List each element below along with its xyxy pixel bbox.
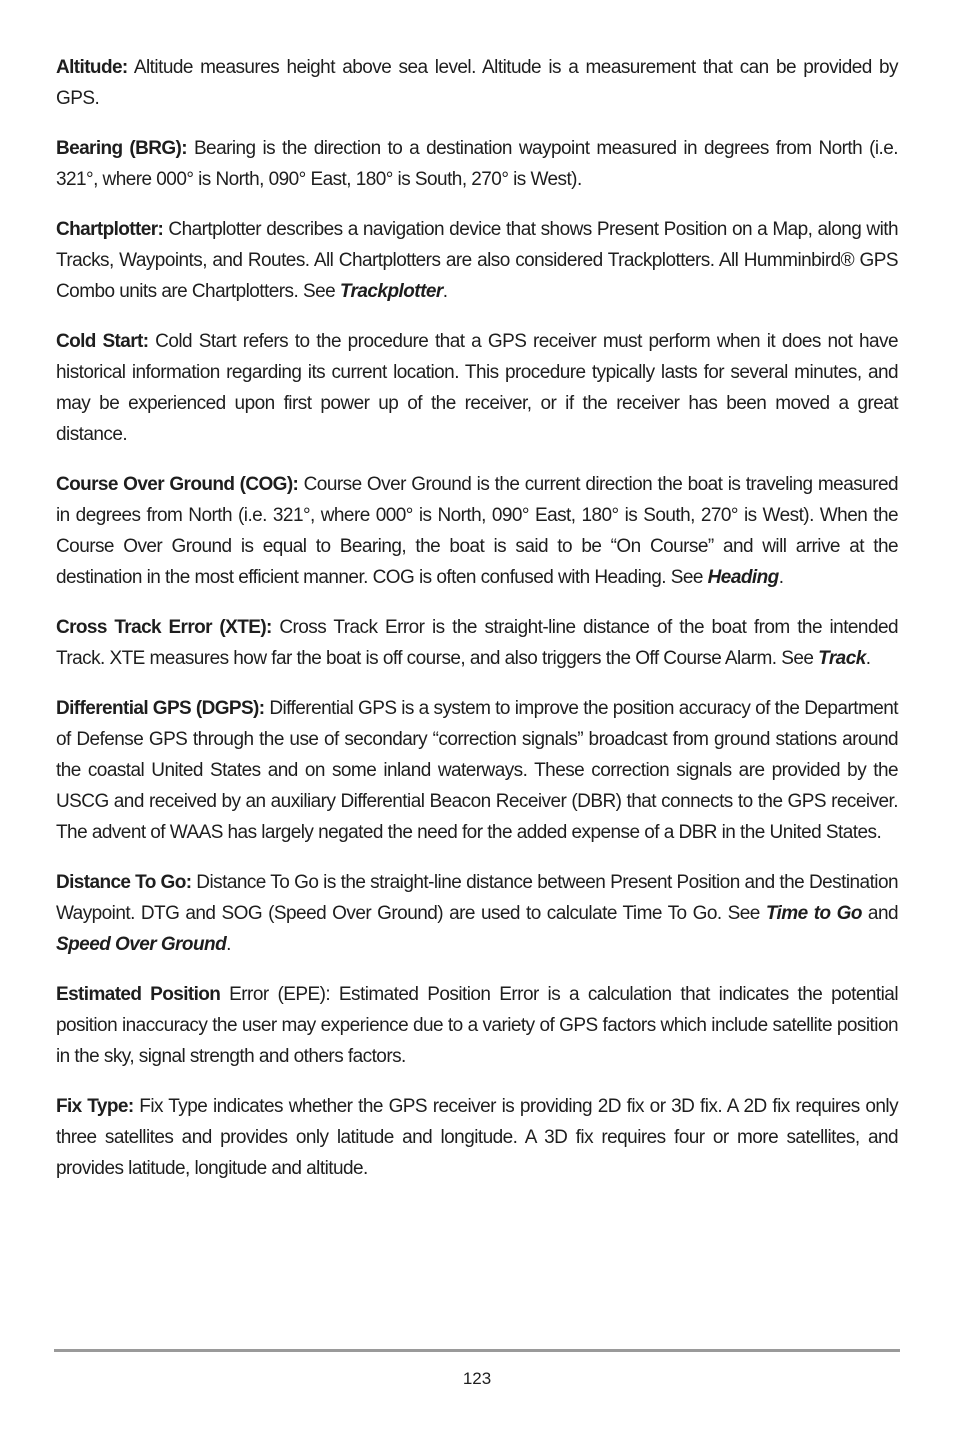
glossary-term: Distance To Go: [56, 872, 192, 893]
glossary-term: Altitude: [56, 57, 128, 78]
cross-reference: Heading [707, 567, 779, 588]
cross-reference: Time to Go [765, 903, 862, 924]
glossary-entry-chartplotter [56, 214, 898, 307]
glossary-entry-altitude [56, 52, 898, 114]
glossary-entry-fix-type [56, 1091, 898, 1184]
glossary-entry-course-over-ground [56, 469, 898, 593]
glossary-term: Cross Track Error (XTE): [56, 617, 272, 638]
glossary-list [56, 52, 898, 1203]
glossary-entry-cross-track-error [56, 612, 898, 674]
glossary-term: Fix Type: [56, 1096, 134, 1117]
definition-text: Error (EPE): Estimated Position Error is a calculation that indicates the potential position inaccuracy the user may experience due to a variety of GPS factors which include satellite position in the sky, signal strength and others factors. [56, 984, 898, 1067]
definition-text: Course Over Ground is the current direction the boat is traveling measured in degrees from North (i.e. 321°, where 000° is North, 090° East, 180° is South, 270° is West). When the Course Over Ground is equal to Bearing, the boat is said to be “On Course” and will arrive at the destination in the most efficient manner. COG is often confused with Heading. See [56, 474, 898, 588]
definition-text: . [778, 567, 784, 588]
glossary-entry-cold-start [56, 326, 898, 450]
definition-text: Differential GPS is a system to improve the position accuracy of the Department of Defense GPS through the use of secondary “correction signals” broadcast from ground stations around the coastal United States and on some inland waterways. These correction signals are provided by the USCG and received by an auxiliary Differential Beacon Receiver (DBR) that connects to the GPS receiver. The advent of WAAS has largely negated the need for the added expense of a DBR in the United States. [56, 698, 898, 843]
glossary-entry-bearing [56, 133, 898, 195]
glossary-term: Differential GPS (DGPS): [56, 698, 265, 719]
cross-reference: Speed Over Ground [56, 934, 227, 955]
definition-text: . [442, 281, 448, 302]
glossary-term: Estimated Position [56, 984, 221, 1005]
glossary-term: Course Over Ground (COG): [56, 474, 299, 495]
definition-text: . [226, 934, 231, 955]
definition-text: Cold Start refers to the procedure that a GPS receiver must perform when it does not have historical information regarding its current location. This procedure typically lasts for several minutes, and may be experienced upon first power up of the receiver, or if the receiver has been moved a great distance. [56, 331, 898, 445]
cross-reference: Track [818, 648, 866, 669]
definition-text: and [861, 903, 898, 924]
glossary-term: Bearing (BRG): [56, 138, 188, 159]
page-number: 123 [462, 1369, 492, 1388]
definition-text: Chartplotter describes a navigation device that shows Present Position on a Map, along with Tracks, Waypoints, and Routes. All Chartplotters are also considered Trackplotters. All Humminbird® GPS Combo units are Chartplotters. See [56, 219, 898, 302]
definition-text: Distance To Go is the straight-line distance between Present Position and the Destination Waypoint. DTG and SOG (Speed Over Ground) are used to calculate Time To Go. See [56, 872, 898, 924]
glossary-entry-distance-to-go [56, 867, 898, 960]
definition-text: . [865, 648, 871, 669]
definition-text: Altitude measures height above sea level. Altitude is a measurement that can be provided by GPS. [56, 57, 899, 109]
definition-text: Fix Type indicates whether the GPS receiver is providing 2D fix or 3D fix. A 2D fix requires only three satellites and provides only latitude and longitude. A 3D fix requires four or more satellites, and provides latitude, longitude and altitude. [56, 1096, 899, 1179]
glossary-term: Cold Start: [56, 331, 149, 352]
glossary-term: Chartplotter: [56, 219, 164, 240]
glossary-entry-differential-gps [56, 693, 898, 848]
definition-text: Cross Track Error is the straight-line distance of the boat from the intended Track. XTE measures how far the boat is off course, and also triggers the Off Course Alarm. See [56, 617, 899, 669]
footer-divider [54, 1349, 900, 1352]
cross-reference: Trackplotter [339, 281, 443, 302]
glossary-entry-estimated-position-error [56, 979, 898, 1072]
definition-text: Bearing is the direction to a destination waypoint measured in degrees from North (i.e. 321°, where 000° is North, 090° East, 180° is South, 270° is West). [56, 138, 898, 190]
